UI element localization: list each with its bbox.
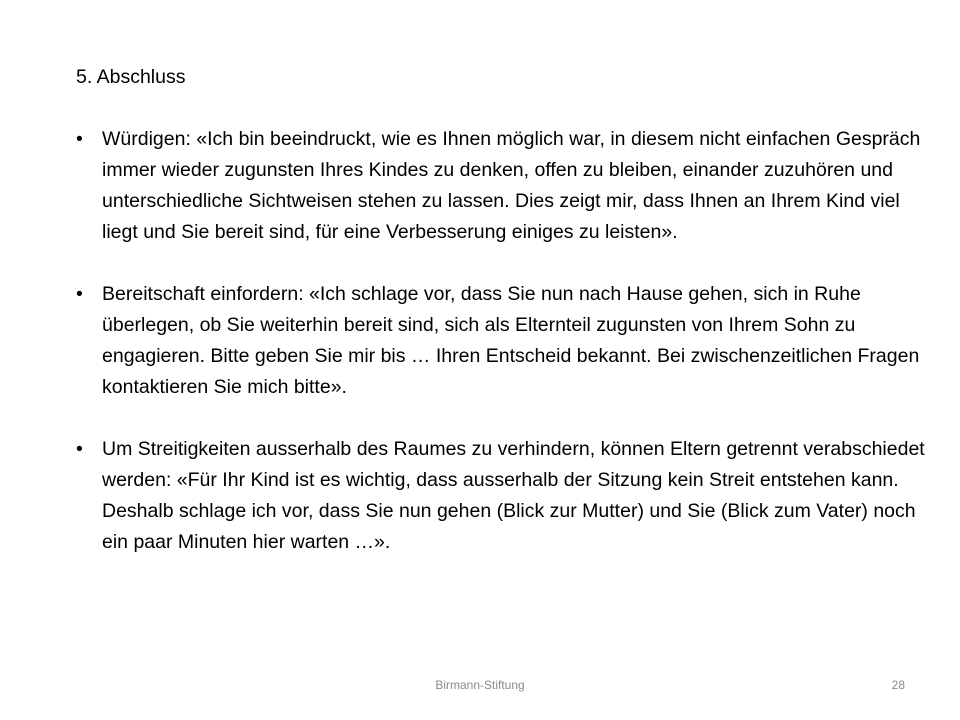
- bullet-item-streitigkeiten: [76, 434, 936, 558]
- bullet-text: Um Streitigkeiten ausserhalb des Raumes zu verhindern, können Eltern getrennt verabschiedet werden: «Für Ihr Kind ist es wichtig, dass ausserhalb der Sitzung kein Streit entstehen kann. Deshalb schlage ich vor, dass Sie nun gehen (Blick zur Mutter) und Sie (Blick zum Vater) noch ein paar Minuten hier warten …».: [102, 438, 925, 553]
- page-number: 28: [891, 678, 905, 692]
- bullet-item-wuerdigen: [76, 124, 936, 248]
- section-heading: 5. Abschluss: [76, 66, 186, 88]
- bullet-item-bereitschaft: [76, 279, 936, 403]
- bullet-text: Würdigen: «Ich bin beeindruckt, wie es Ihnen möglich war, in diesem nicht einfachen Gespräch immer wieder zugunsten Ihres Kindes zu denken, offen zu bleiben, einander zuzuhören und unterschiedliche Sichtweisen stehen zu lassen. Dies zeigt mir, dass Ihnen an Ihrem Kind viel liegt und Sie bereit sind, für eine Verbesserung einiges zu leisten».: [102, 128, 921, 243]
- footer-label: Birmann-Stiftung: [435, 678, 525, 692]
- bullet-icon: •: [76, 283, 83, 305]
- bullet-icon: •: [76, 438, 83, 460]
- bullet-list: [76, 124, 936, 558]
- bullet-text: Bereitschaft einfordern: «Ich schlage vor, dass Sie nun nach Hause gehen, sich in Ruhe überlegen, ob Sie weiterhin bereit sind, sich als Elternteil zugunsten von Ihrem Sohn zu engagieren. Bitte geben Sie mir bis … Ihren Entscheid bekannt. Bei zwischenzeitlichen Fragen kontaktieren Sie mich bitte».: [102, 283, 920, 398]
- bullet-icon: •: [76, 128, 83, 150]
- slide-content: [76, 62, 936, 589]
